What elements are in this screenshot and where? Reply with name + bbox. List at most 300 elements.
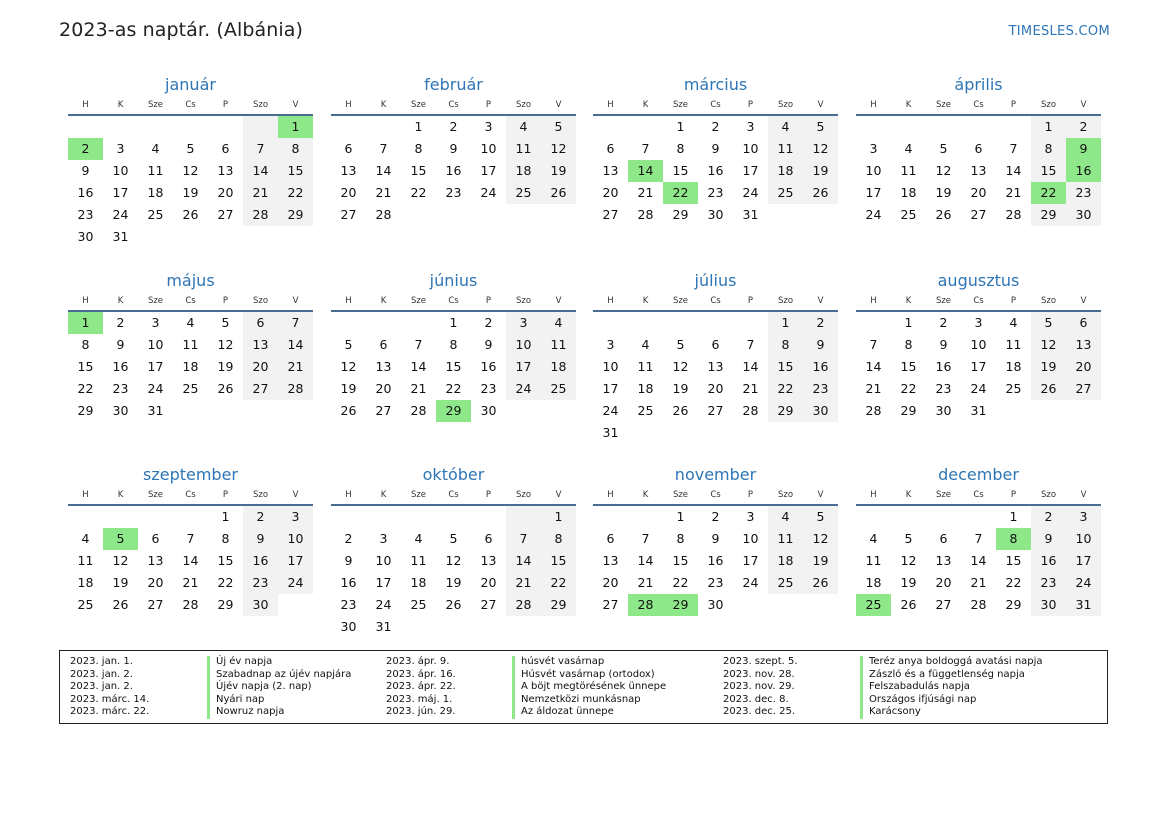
weekday-label: H bbox=[345, 296, 352, 306]
day-cell: 22 bbox=[768, 378, 803, 400]
day-cell: 31 bbox=[1066, 594, 1101, 616]
holiday-day-cell: 2 bbox=[68, 138, 103, 160]
weekday-label: P bbox=[485, 490, 492, 500]
day-cell: 6 bbox=[344, 141, 353, 156]
day-cell: 31 bbox=[375, 619, 392, 634]
day-cell: 28 bbox=[970, 597, 987, 612]
day-cell: 19 bbox=[803, 160, 838, 182]
day-cell: 24 bbox=[742, 185, 759, 200]
day-cell: 3 bbox=[278, 506, 313, 528]
day-cell: 27 bbox=[375, 403, 392, 418]
day-cell: 19 bbox=[803, 550, 838, 572]
empty-day-cell bbox=[733, 422, 768, 444]
day-cell: 18 bbox=[768, 550, 803, 572]
empty-day-cell bbox=[471, 506, 506, 528]
weekday-label: P bbox=[222, 100, 229, 110]
empty-day-cell bbox=[138, 226, 173, 248]
day-cell: 3 bbox=[506, 312, 541, 334]
day-cell: 5 bbox=[904, 531, 913, 546]
day-cell: 28 bbox=[182, 597, 199, 612]
holiday-day-cell: 1 bbox=[278, 116, 313, 138]
day-cell: 9 bbox=[116, 337, 125, 352]
day-cell: 29 bbox=[278, 204, 313, 226]
day-cell: 28 bbox=[637, 207, 654, 222]
legend-date: 2023. ápr. 9. bbox=[386, 656, 450, 667]
empty-day-cell bbox=[68, 116, 103, 138]
week-row bbox=[68, 400, 313, 422]
day-cell: 26 bbox=[112, 597, 129, 612]
day-cell: 23 bbox=[340, 597, 357, 612]
day-cell: 12 bbox=[803, 528, 838, 550]
empty-day-cell bbox=[208, 400, 243, 422]
week-row bbox=[68, 312, 313, 334]
day-cell: 21 bbox=[637, 575, 654, 590]
weekday-label: Sze bbox=[935, 490, 952, 500]
weekday-label: H bbox=[82, 296, 89, 306]
weekday-label: V bbox=[1080, 100, 1087, 110]
empty-day-cell bbox=[856, 312, 891, 334]
week-row bbox=[593, 572, 838, 594]
day-cell: 29 bbox=[900, 403, 917, 418]
day-cell: 1 bbox=[904, 315, 913, 330]
day-cell: 24 bbox=[112, 207, 129, 222]
legend-holiday-name: Új év napja bbox=[207, 656, 272, 669]
empty-day-cell bbox=[541, 400, 576, 422]
legend-date: 2023. jan. 2. bbox=[70, 681, 133, 693]
day-cell: 13 bbox=[340, 163, 357, 178]
weekday-header bbox=[856, 292, 1101, 312]
empty-day-cell bbox=[733, 312, 768, 334]
weekday-label: K bbox=[905, 296, 912, 306]
day-cell: 10 bbox=[112, 163, 129, 178]
day-cell: 20 bbox=[217, 185, 234, 200]
day-cell: 24 bbox=[375, 597, 392, 612]
day-cell: 8 bbox=[278, 138, 313, 160]
day-cell: 29 bbox=[77, 403, 94, 418]
day-cell: 5 bbox=[221, 315, 230, 330]
empty-day-cell bbox=[926, 116, 961, 138]
weekday-label: Sze bbox=[935, 100, 952, 110]
day-cell: 7 bbox=[641, 531, 650, 546]
weekday-header bbox=[331, 292, 576, 312]
day-cell: 29 bbox=[672, 207, 689, 222]
week-row bbox=[856, 356, 1101, 378]
week-row bbox=[331, 182, 576, 204]
day-cell: 8 bbox=[541, 528, 576, 550]
day-cell: 17 bbox=[147, 359, 164, 374]
day-cell: 18 bbox=[1005, 359, 1022, 374]
day-cell: 15 bbox=[541, 550, 576, 572]
week-row bbox=[593, 312, 838, 334]
day-cell: 10 bbox=[375, 553, 392, 568]
day-cell: 30 bbox=[112, 403, 129, 418]
day-cell: 1 bbox=[414, 119, 423, 134]
legend-holiday-name: Nyári nap bbox=[207, 694, 264, 707]
day-cell: 27 bbox=[970, 207, 987, 222]
holiday-day-cell: 28 bbox=[628, 594, 663, 616]
empty-day-cell bbox=[366, 506, 401, 528]
month-name: május bbox=[166, 271, 215, 290]
weekday-label: Szo bbox=[252, 296, 269, 306]
day-cell: 12 bbox=[340, 359, 357, 374]
day-cell: 14 bbox=[278, 334, 313, 356]
day-cell: 27 bbox=[243, 378, 278, 400]
day-cell: 14 bbox=[410, 359, 427, 374]
day-cell: 26 bbox=[900, 597, 917, 612]
day-cell: 6 bbox=[379, 337, 388, 352]
day-cell: 20 bbox=[375, 381, 392, 396]
empty-day-cell bbox=[208, 226, 243, 248]
day-cell: 9 bbox=[484, 337, 493, 352]
weekday-label: Sze bbox=[410, 490, 427, 500]
month-8 bbox=[856, 270, 1101, 422]
day-cell: 16 bbox=[1031, 550, 1066, 572]
day-cell: 9 bbox=[449, 141, 458, 156]
week-row bbox=[856, 138, 1101, 160]
day-cell: 8 bbox=[904, 337, 913, 352]
day-cell: 29 bbox=[1005, 597, 1022, 612]
month-5 bbox=[68, 270, 313, 422]
day-cell: 26 bbox=[1031, 378, 1066, 400]
weekday-label: Sze bbox=[410, 296, 427, 306]
week-row bbox=[331, 356, 576, 378]
weekday-label: Sze bbox=[672, 296, 689, 306]
page-title: 2023-as naptár. (Albánia) bbox=[59, 19, 304, 41]
week-row bbox=[856, 400, 1101, 422]
day-cell: 7 bbox=[641, 141, 650, 156]
day-cell: 17 bbox=[970, 359, 987, 374]
legend-date: 2023. ápr. 22. bbox=[386, 681, 456, 693]
weekday-label: Sze bbox=[410, 100, 427, 110]
weekday-label: H bbox=[607, 490, 614, 500]
day-cell: 28 bbox=[278, 378, 313, 400]
day-cell: 26 bbox=[935, 207, 952, 222]
day-cell: 17 bbox=[506, 356, 541, 378]
month-2 bbox=[331, 74, 576, 226]
week-row bbox=[68, 138, 313, 160]
week-row bbox=[856, 312, 1101, 334]
day-cell: 26 bbox=[217, 381, 234, 396]
empty-day-cell bbox=[278, 594, 313, 616]
day-cell: 24 bbox=[480, 185, 497, 200]
day-cell: 27 bbox=[602, 597, 619, 612]
day-cell: 24 bbox=[278, 572, 313, 594]
day-cell: 23 bbox=[112, 381, 129, 396]
week-row bbox=[68, 226, 313, 248]
day-cell: 11 bbox=[865, 553, 882, 568]
day-cell: 14 bbox=[243, 160, 278, 182]
day-cell: 15 bbox=[672, 163, 689, 178]
week-row bbox=[593, 334, 838, 356]
weekday-label: K bbox=[642, 490, 649, 500]
week-row bbox=[593, 594, 838, 616]
day-cell: 18 bbox=[77, 575, 94, 590]
weekday-label: K bbox=[117, 296, 124, 306]
day-cell: 11 bbox=[637, 359, 654, 374]
day-cell: 20 bbox=[602, 575, 619, 590]
weekday-header bbox=[331, 486, 576, 506]
empty-day-cell bbox=[593, 312, 628, 334]
weekday-label: P bbox=[222, 490, 229, 500]
legend-holiday-name: Teréz anya boldoggá avatási napja bbox=[860, 656, 1043, 669]
day-cell: 10 bbox=[147, 337, 164, 352]
legend-date: 2023. jún. 29. bbox=[386, 706, 456, 718]
holiday-day-cell: 1 bbox=[68, 312, 103, 334]
empty-day-cell bbox=[471, 616, 506, 638]
month-name: február bbox=[424, 75, 483, 94]
day-cell: 23 bbox=[445, 185, 462, 200]
day-cell: 22 bbox=[77, 381, 94, 396]
empty-day-cell bbox=[1066, 400, 1101, 422]
weekday-label: Cs bbox=[448, 296, 459, 306]
day-cell: 15 bbox=[672, 553, 689, 568]
week-row bbox=[331, 528, 576, 550]
day-cell: 2 bbox=[449, 119, 458, 134]
day-cell: 1 bbox=[541, 506, 576, 528]
weekday-label: Sze bbox=[672, 490, 689, 500]
weekday-label: Cs bbox=[185, 296, 196, 306]
empty-day-cell bbox=[506, 616, 541, 638]
empty-day-cell bbox=[628, 312, 663, 334]
week-row bbox=[331, 334, 576, 356]
month-name: december bbox=[938, 465, 1019, 484]
day-cell: 18 bbox=[410, 575, 427, 590]
empty-day-cell bbox=[401, 506, 436, 528]
month-4 bbox=[856, 74, 1101, 226]
day-cell: 10 bbox=[742, 531, 759, 546]
weekday-label: V bbox=[817, 100, 824, 110]
day-cell: 22 bbox=[1005, 575, 1022, 590]
day-cell: 28 bbox=[865, 403, 882, 418]
day-cell: 23 bbox=[1066, 182, 1101, 204]
weekday-label: K bbox=[380, 490, 387, 500]
day-cell: 19 bbox=[112, 575, 129, 590]
week-row bbox=[68, 378, 313, 400]
legend-holiday-name: Felszabadulás napja bbox=[860, 681, 970, 694]
empty-day-cell bbox=[103, 506, 138, 528]
day-cell: 1 bbox=[768, 312, 803, 334]
weekday-label: Sze bbox=[147, 296, 164, 306]
day-cell: 20 bbox=[243, 356, 278, 378]
day-cell: 14 bbox=[970, 553, 987, 568]
brand-link[interactable]: TIMESLES.COM bbox=[1008, 24, 1110, 39]
day-cell: 30 bbox=[1066, 204, 1101, 226]
month-name: szeptember bbox=[142, 465, 238, 484]
day-cell: 9 bbox=[711, 141, 720, 156]
month-12 bbox=[856, 464, 1101, 616]
day-cell: 9 bbox=[344, 553, 353, 568]
empty-day-cell bbox=[173, 226, 208, 248]
day-cell: 6 bbox=[939, 531, 948, 546]
empty-day-cell bbox=[401, 204, 436, 226]
day-cell: 18 bbox=[541, 356, 576, 378]
empty-day-cell bbox=[891, 116, 926, 138]
legend-holiday-name: Karácsony bbox=[860, 706, 921, 719]
week-row bbox=[331, 204, 576, 226]
day-cell: 14 bbox=[506, 550, 541, 572]
day-cell: 3 bbox=[746, 509, 755, 524]
day-cell: 13 bbox=[480, 553, 497, 568]
day-cell: 19 bbox=[935, 185, 952, 200]
day-cell: 8 bbox=[449, 337, 458, 352]
day-cell: 27 bbox=[602, 207, 619, 222]
empty-day-cell bbox=[698, 422, 733, 444]
weekday-label: K bbox=[642, 296, 649, 306]
empty-day-cell bbox=[506, 506, 541, 528]
legend-holiday-name: Újév napja (2. nap) bbox=[207, 681, 312, 694]
empty-day-cell bbox=[331, 116, 366, 138]
empty-day-cell bbox=[1031, 400, 1066, 422]
day-cell: 30 bbox=[1031, 594, 1066, 616]
weekday-label: V bbox=[292, 296, 299, 306]
day-cell: 7 bbox=[414, 337, 423, 352]
day-cell: 1 bbox=[676, 119, 685, 134]
day-cell: 13 bbox=[217, 163, 234, 178]
weekday-header bbox=[68, 292, 313, 312]
week-row bbox=[331, 378, 576, 400]
day-cell: 5 bbox=[803, 116, 838, 138]
weekday-label: K bbox=[642, 100, 649, 110]
day-cell: 19 bbox=[900, 575, 917, 590]
legend-date: 2023. ápr. 16. bbox=[386, 668, 456, 680]
empty-day-cell bbox=[173, 506, 208, 528]
day-cell: 5 bbox=[541, 116, 576, 138]
day-cell: 29 bbox=[541, 594, 576, 616]
empty-day-cell bbox=[436, 616, 471, 638]
weekday-label: Sze bbox=[147, 490, 164, 500]
weekday-label: Szo bbox=[777, 100, 794, 110]
empty-day-cell bbox=[103, 116, 138, 138]
day-cell: 3 bbox=[151, 315, 160, 330]
weekday-label: Sze bbox=[935, 296, 952, 306]
day-cell: 12 bbox=[217, 337, 234, 352]
day-cell: 19 bbox=[217, 359, 234, 374]
day-cell: 14 bbox=[742, 359, 759, 374]
day-cell: 25 bbox=[147, 207, 164, 222]
empty-day-cell bbox=[331, 312, 366, 334]
day-cell: 13 bbox=[970, 163, 987, 178]
legend-date: 2023. nov. 28. bbox=[723, 668, 795, 680]
day-cell: 8 bbox=[81, 337, 90, 352]
day-cell: 15 bbox=[410, 163, 427, 178]
empty-day-cell bbox=[628, 116, 663, 138]
legend-holiday-name: Az áldozat ünnepe bbox=[512, 706, 614, 719]
day-cell: 21 bbox=[278, 356, 313, 378]
day-cell: 6 bbox=[151, 531, 160, 546]
week-row bbox=[68, 550, 313, 572]
week-row bbox=[593, 160, 838, 182]
day-cell: 21 bbox=[1005, 185, 1022, 200]
empty-day-cell bbox=[506, 204, 541, 226]
empty-day-cell bbox=[996, 400, 1031, 422]
weekday-label: V bbox=[1080, 296, 1087, 306]
day-cell: 24 bbox=[506, 378, 541, 400]
day-cell: 11 bbox=[768, 528, 803, 550]
weekday-label: P bbox=[485, 296, 492, 306]
day-cell: 1 bbox=[221, 509, 230, 524]
legend-holiday-name: Országos ifjúsági nap bbox=[860, 694, 976, 707]
empty-day-cell bbox=[856, 116, 891, 138]
legend-holiday-name: Nowruz napja bbox=[207, 706, 284, 719]
empty-day-cell bbox=[138, 506, 173, 528]
day-cell: 13 bbox=[602, 163, 619, 178]
day-cell: 7 bbox=[869, 337, 878, 352]
day-cell: 7 bbox=[379, 141, 388, 156]
legend-date: 2023. márc. 14. bbox=[70, 693, 150, 705]
day-cell: 19 bbox=[672, 381, 689, 396]
day-cell: 12 bbox=[672, 359, 689, 374]
day-cell: 10 bbox=[1066, 528, 1101, 550]
weekday-label: Szo bbox=[777, 490, 794, 500]
month-name: április bbox=[954, 75, 1003, 94]
week-row bbox=[68, 506, 313, 528]
week-row bbox=[68, 334, 313, 356]
day-cell: 3 bbox=[1066, 506, 1101, 528]
day-cell: 28 bbox=[410, 403, 427, 418]
week-row bbox=[856, 116, 1101, 138]
weekday-label: H bbox=[607, 100, 614, 110]
day-cell: 30 bbox=[803, 400, 838, 422]
day-cell: 28 bbox=[1005, 207, 1022, 222]
day-cell: 4 bbox=[869, 531, 878, 546]
day-cell: 7 bbox=[746, 337, 755, 352]
month-3 bbox=[593, 74, 838, 226]
week-row bbox=[593, 422, 838, 444]
day-cell: 27 bbox=[217, 207, 234, 222]
day-cell: 17 bbox=[480, 163, 497, 178]
day-cell: 13 bbox=[243, 334, 278, 356]
empty-day-cell bbox=[471, 204, 506, 226]
empty-day-cell bbox=[68, 506, 103, 528]
weekday-label: Szo bbox=[515, 490, 532, 500]
empty-day-cell bbox=[961, 506, 996, 528]
weekday-label: P bbox=[1010, 490, 1017, 500]
day-cell: 30 bbox=[77, 229, 94, 244]
day-cell: 22 bbox=[445, 381, 462, 396]
empty-day-cell bbox=[996, 116, 1031, 138]
weekday-label: Szo bbox=[1040, 100, 1057, 110]
weekday-label: Cs bbox=[448, 490, 459, 500]
day-cell: 6 bbox=[1066, 312, 1101, 334]
day-cell: 22 bbox=[278, 182, 313, 204]
weekday-label: Szo bbox=[252, 490, 269, 500]
day-cell: 15 bbox=[900, 359, 917, 374]
day-cell: 11 bbox=[1005, 337, 1022, 352]
day-cell: 13 bbox=[1066, 334, 1101, 356]
day-cell: 4 bbox=[541, 312, 576, 334]
day-cell: 27 bbox=[1066, 378, 1101, 400]
day-cell: 3 bbox=[379, 531, 388, 546]
weekday-label: K bbox=[117, 100, 124, 110]
weekday-label: Szo bbox=[515, 296, 532, 306]
month-9 bbox=[68, 464, 313, 616]
day-cell: 9 bbox=[711, 531, 720, 546]
holiday-day-cell: 5 bbox=[103, 528, 138, 550]
day-cell: 21 bbox=[375, 185, 392, 200]
empty-day-cell bbox=[173, 400, 208, 422]
day-cell: 30 bbox=[707, 597, 724, 612]
weekday-header bbox=[68, 96, 313, 116]
day-cell: 20 bbox=[147, 575, 164, 590]
day-cell: 7 bbox=[974, 531, 983, 546]
weekday-label: P bbox=[1010, 100, 1017, 110]
day-cell: 2 bbox=[803, 312, 838, 334]
week-row bbox=[68, 160, 313, 182]
day-cell: 16 bbox=[803, 356, 838, 378]
legend-holiday-name: Zászló és a függetlenség napja bbox=[860, 669, 1025, 682]
holiday-day-cell: 29 bbox=[436, 400, 471, 422]
day-cell: 5 bbox=[186, 141, 195, 156]
